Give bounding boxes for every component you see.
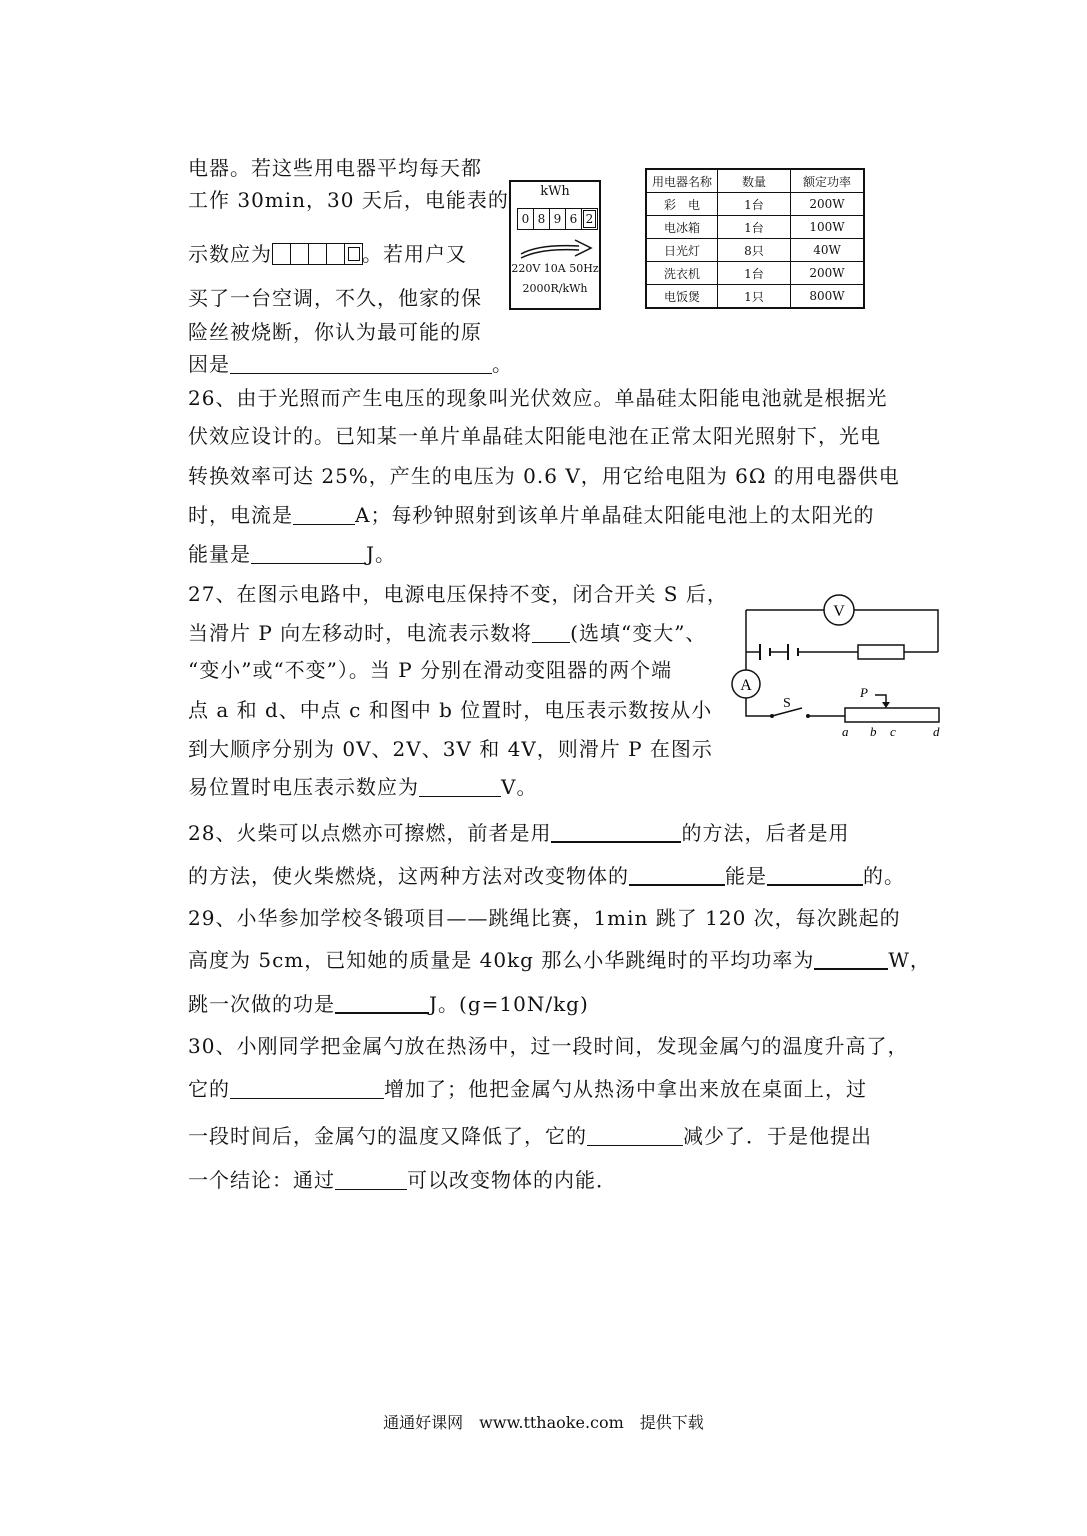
- appliance-table: [645, 168, 865, 309]
- table-row: [646, 262, 864, 285]
- q28-blank-method-1[interactable]: [551, 821, 681, 843]
- q29-blank-power[interactable]: [814, 948, 888, 970]
- q26-blank-energy[interactable]: [251, 543, 366, 564]
- switch-label: S: [783, 696, 791, 711]
- q28-blank-equivalence[interactable]: [767, 864, 863, 886]
- table-row: [646, 193, 864, 216]
- q26-line-5-text-b: J。: [366, 542, 397, 566]
- q27-line-3: “变小”或“不变”）。当 P 分别在滑动变阻器的两个端: [188, 658, 673, 682]
- q30-line-3: [188, 1122, 872, 1150]
- table-cell: 1台: [718, 262, 791, 285]
- table-header-cell: 数量: [718, 169, 791, 193]
- q26-blank-current[interactable]: [293, 504, 355, 525]
- meter-spec-rating: 220V 10A 50Hz: [511, 262, 599, 275]
- slider-arrow-icon: [882, 702, 890, 708]
- q27-line-2-text-b: (选填“变大”、: [570, 621, 707, 645]
- q26-line-4: [188, 501, 874, 529]
- energy-meter-figure: [509, 180, 601, 310]
- q28-line-2-text-a: 的方法，使火柴燃烧，这两种方法对改变物体的: [188, 864, 629, 888]
- page-footer: 通通好课网 www.tthaoke.com 提供下载: [383, 1413, 704, 1432]
- q25-line-6-text-a: 因是: [188, 352, 230, 376]
- q30-line-4: [188, 1166, 617, 1194]
- table-header-row: [646, 169, 864, 193]
- q30-line-4-text-b: 可以改变物体的内能．: [407, 1168, 617, 1192]
- q30-line-1: 30、小刚同学把金属勺放在热汤中，过一段时间，发现金属勺的温度升高了，: [188, 1034, 909, 1058]
- q27-blank-ammeter[interactable]: [532, 622, 570, 643]
- meter-digit: 6: [565, 208, 582, 230]
- q28-line-1-text-a: 28、火柴可以点燃亦可擦燃，前者是用: [188, 821, 552, 845]
- q25-line-1: 电器。若这些用电器平均每天都: [188, 156, 482, 180]
- table-cell: 200W: [791, 193, 865, 216]
- q29-line-2: [188, 946, 931, 974]
- q26-line-1: 26、由于光照而产生电压的现象叫光伏效应。单晶硅太阳能电池就是根据光: [188, 386, 888, 410]
- table-cell: 100W: [791, 216, 865, 239]
- table-row: [646, 239, 864, 262]
- table-row: [646, 285, 864, 309]
- table-cell: 电冰箱: [646, 216, 718, 239]
- meter-reading-answer-box[interactable]: [272, 243, 362, 272]
- q26-line-5-text-a: 能量是: [188, 542, 251, 566]
- q29-line-3-text-a: 跳一次做的功是: [188, 992, 335, 1016]
- meter-digit: 8: [533, 208, 550, 230]
- q27-blank-voltage[interactable]: [419, 776, 501, 797]
- table-cell: 40W: [791, 239, 865, 262]
- meter-digits: [517, 208, 597, 230]
- arrow-right-icon: [519, 238, 593, 260]
- point-label-d: d: [933, 724, 940, 739]
- q25-line-2: 工作 30min，30 天后，电能表的: [188, 188, 509, 212]
- meter-unit: kWh: [540, 184, 570, 199]
- q29-line-1: 29、小华参加学校冬锻项目——跳绳比赛，1min 跳了 120 次，每次跳起的: [188, 906, 901, 930]
- point-label-b: b: [870, 724, 877, 739]
- q25-line-6: [188, 350, 513, 378]
- q25-line-5: 险丝被烧断，你认为最可能的原: [188, 320, 482, 344]
- q29-line-3: [188, 990, 589, 1018]
- table-row: [646, 216, 864, 239]
- table-header-cell: 用电器名称: [646, 169, 718, 193]
- q27-line-4: 点 a 和 d、中点 c 和图中 b 位置时，电压表示数按从小: [188, 698, 713, 722]
- q26-line-5: [188, 540, 396, 568]
- table-cell: 200W: [791, 262, 865, 285]
- voltmeter-label: V: [833, 603, 845, 620]
- q26-line-4-text-b: A；每秒钟照射到该单片单晶硅太阳能电池上的太阳光的: [355, 503, 875, 527]
- q29-line-2-text-a: 高度为 5cm，已知她的质量是 40kg 那么小华跳绳时的平均功率为: [188, 948, 815, 972]
- q30-line-3-text-b: 减少了．于是他提出: [683, 1124, 872, 1148]
- q28-blank-energy-type[interactable]: [629, 864, 725, 886]
- q26-line-3: 转换效率可达 25%，产生的电压为 0.6 V，用它给电阻为 6Ω 的用电器供电: [188, 464, 900, 488]
- q28-line-2-text-b: 能是: [725, 864, 767, 888]
- q30-blank-decrease[interactable]: [587, 1125, 683, 1146]
- q27-line-6: [188, 773, 537, 801]
- q27-line-5: 到大顺序分别为 0V、2V、3V 和 4V，则滑片 P 在图示: [188, 737, 713, 761]
- table-cell: 800W: [791, 285, 865, 309]
- q29-blank-work[interactable]: [335, 992, 429, 1014]
- table-cell: 电饭煲: [646, 285, 718, 309]
- q25-line-6-text-b: 。: [492, 352, 513, 376]
- q25-line-3: [188, 240, 467, 272]
- table-cell: 1台: [718, 193, 791, 216]
- meter-spec-revolutions: 2000R/kWh: [522, 282, 588, 295]
- slider-label: P: [860, 685, 868, 700]
- table-cell: 1只: [718, 285, 791, 309]
- q30-line-4-text-a: 一个结论：通过: [188, 1168, 335, 1192]
- table-cell: 8只: [718, 239, 791, 262]
- q25-blank-reason[interactable]: [230, 353, 492, 374]
- q27-line-1: 27、在图示电路中，电源电压保持不变，闭合开关 S 后，: [188, 582, 728, 606]
- meter-digit: 0: [517, 208, 534, 230]
- table-header-cell: 额定功率: [791, 169, 865, 193]
- q27-line-2-text-a: 当滑片 P 向左移动时，电流表示数将: [188, 621, 533, 645]
- q25-line-3-text-a: 示数应为: [188, 242, 272, 266]
- q30-line-2-text-b: 增加了；他把金属勺从热汤中拿出来放在桌面上，过: [384, 1077, 867, 1101]
- table-cell: 洗衣机: [646, 262, 718, 285]
- table-cell: 彩 电: [646, 193, 718, 216]
- q28-line-2-text-c: 的。: [863, 864, 905, 888]
- table-cell: 1台: [718, 216, 791, 239]
- q30-line-2-text-a: 它的: [188, 1077, 230, 1101]
- meter-digit: 9: [549, 208, 566, 230]
- circuit-diagram: [730, 590, 960, 750]
- q30-blank-method[interactable]: [335, 1169, 407, 1190]
- meter-digit-decimal: 2: [581, 208, 598, 230]
- ammeter-label: A: [740, 677, 752, 694]
- q28-line-1-text-b: 的方法，后者是用: [681, 821, 850, 845]
- q25-line-4: 买了一台空调，不久，他家的保: [188, 286, 482, 310]
- q29-line-2-text-b: W，: [888, 948, 931, 972]
- q28-line-1: [188, 819, 849, 847]
- point-label-a: a: [842, 724, 849, 739]
- q25-line-3-text-b: 。若用户又: [362, 242, 467, 266]
- q30-blank-increase[interactable]: [230, 1078, 384, 1099]
- q26-line-2: 伏效应设计的。已知某一单片单晶硅太阳能电池在正常太阳光照射下，光电: [188, 424, 881, 448]
- table-cell: 日光灯: [646, 239, 718, 262]
- q30-line-3-text-a: 一段时间后，金属勺的温度又降低了，它的: [188, 1124, 587, 1148]
- q28-line-2: [188, 862, 905, 890]
- q27-line-6-text-b: V。: [501, 775, 538, 799]
- q29-line-3-text-b: J。(g=10N/kg): [429, 992, 589, 1016]
- q30-line-2: [188, 1075, 867, 1103]
- q26-line-4-text-a: 时，电流是: [188, 503, 293, 527]
- q27-line-2: [188, 619, 706, 647]
- q27-line-6-text-a: 易位置时电压表示数应为: [188, 775, 419, 799]
- point-label-c: c: [890, 724, 896, 739]
